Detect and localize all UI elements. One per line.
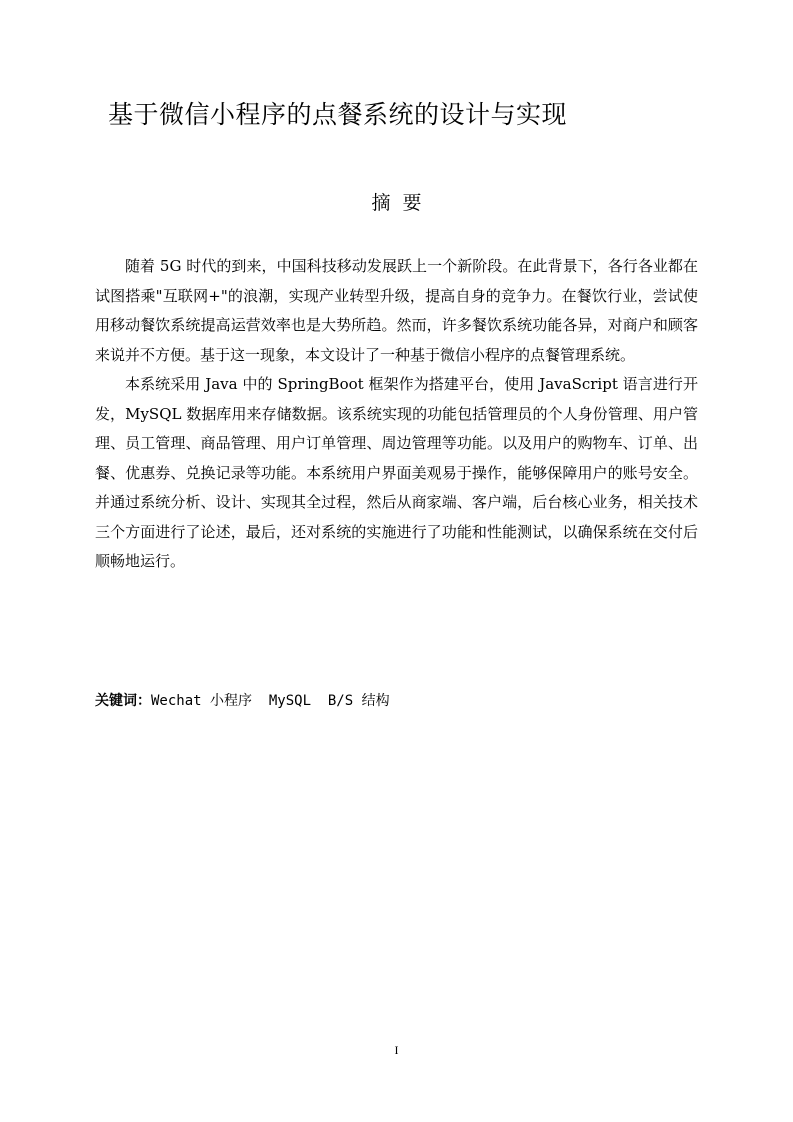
abstract-paragraph-1: 随着 5G 时代的到来，中国科技移动发展跃上一个新阶段。在此背景下，各行各业都在试图搭乘"互联网+"的浪潮，实现产业转型升级，提高自身的竞争力。在餐饮行业，尝试使用移动餐饮系统提高运营效率也是大势所趋。然而，许多餐饮系统功能各异，对商户和顾客来说并不方便。基于这一现象，本文设计了一种基于微信小程序的点餐管理系统。 — [95, 257, 698, 364]
keywords-label: 关键词： — [95, 693, 151, 709]
abstract-body — [95, 252, 698, 577]
abstract-heading: 摘要 — [371, 192, 434, 214]
page-number: I — [394, 1043, 399, 1057]
keywords-text: Wechat 小程序 MySQL B/S 结构 — [151, 693, 390, 709]
abstract-paragraph-2: 本系统采用 Java 中的 SpringBoot 框架作为搭建平台，使用 JavaScript 语言进行开发，MySQL 数据库用来存储数据。该系统实现的功能包括管理员的个人身份管理、用户管理、员工管理、商品管理、用户订单管理、周边管理等功能。以及用户的购物车、订单、出餐、优惠券、兑换记录等功能。本系统用户界面美观易于操作，能够保障用户的账号安全。并通过系统分析、设计、实现其全过程，然后从商家端、客户端，后台核心业务，相关技术三个方面进行了论述，最后，还对系统的实施进行了功能和性能测试，以确保系统在交付后顺畅地运行。 — [95, 375, 698, 570]
keywords-line — [95, 690, 390, 712]
page-title: 基于微信小程序的点餐系统的设计与实现 — [108, 100, 568, 129]
